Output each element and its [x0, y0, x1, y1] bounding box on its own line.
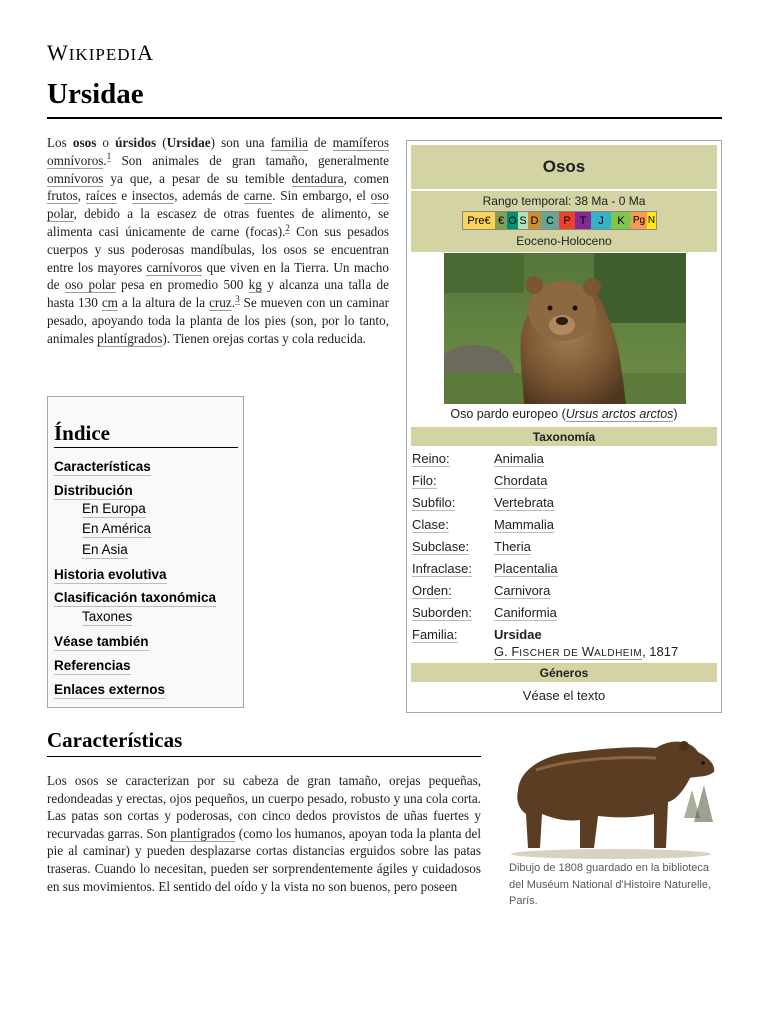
title-divider: [47, 117, 722, 119]
link-raices[interactable]: raíces: [85, 188, 117, 204]
taxonomy-row: [412, 517, 718, 535]
rank-suborden[interactable]: Suborden:: [412, 605, 472, 620]
taxonomy-row: [412, 583, 718, 601]
geologic-timebar: [462, 211, 657, 230]
rank-clase[interactable]: Clase:: [412, 517, 449, 532]
wordmark-a: A: [137, 40, 155, 65]
wordmark-w: W: [47, 40, 69, 65]
link-oso-polar[interactable]: oso polar: [47, 188, 389, 222]
taxonomy-row: [412, 627, 718, 645]
rank-reino[interactable]: Reino:: [412, 451, 450, 466]
link-familia[interactable]: familia: [270, 135, 308, 150]
toc-item-referencias[interactable]: Referencias: [54, 658, 131, 673]
figure-caption: Dibujo de 1808 guardado en la biblioteca del Muséum National d'Histoire Naturelle, París.: [509, 862, 712, 907]
value-carnivora[interactable]: Carnivora: [494, 583, 551, 598]
link-plantigrados-2[interactable]: plantígrados: [170, 825, 236, 841]
link-ursus-arctos-arctos[interactable]: Ursus arctos arctos: [565, 407, 674, 421]
genera-header: Géneros: [411, 663, 717, 682]
genera-text: Véase el texto: [522, 688, 606, 703]
taxon-authority[interactable]: G. FISCHER DE WALDHEIM, 1817: [494, 644, 679, 659]
rank-subfilo[interactable]: Subfilo:: [412, 495, 456, 510]
link-dentadura[interactable]: dentadura: [291, 170, 344, 186]
timebar-carboniferous[interactable]: C: [541, 212, 559, 229]
timebar-jurassic[interactable]: J: [591, 212, 611, 229]
bear-drawing-figure[interactable]: [506, 730, 719, 860]
link-omnivoros[interactable]: omnívoros: [47, 152, 104, 168]
section-paragraph: Los osos se caracterizan por su cabeza de gran tamaño, orejas pequeñas, redondeadas y erectas, ojos pequeños, un cuerpo pesado, robusto y una cola corta. Las patas son cortas y poderosas, con cinco dedos provistos de uñas fuertes y recurvadas garras. Son plantígrados (como los humanos, apoyan toda la planta del pie al caminar) y pueden desplazarse cortas distancias erguidos sobre las patas traseras. Cuando lo necesitan, pueden ser sorprendentemente ágiles y cuidadosos en sus movimientos. El sentido del oído y la vista no son buenos, pero poseen: [47, 773, 481, 894]
value-chordata[interactable]: Chordata: [494, 473, 548, 488]
value-vertebrata[interactable]: Vertebrata: [494, 495, 554, 510]
value-theria[interactable]: Theria: [494, 539, 531, 554]
wordmark-rest: IKIPEDI: [68, 45, 138, 64]
taxonomy-header: Taxonomía: [411, 427, 717, 446]
timebar-cambrian[interactable]: €: [495, 212, 507, 229]
photo-caption: Oso pardo europeo (Ursus arctos arctos): [450, 407, 678, 421]
timebar-precambrian[interactable]: Pre€: [463, 212, 495, 229]
toc-item-clasificacion-taxonomica[interactable]: Clasificación taxonómica: [54, 590, 217, 605]
bold-osos: osos: [72, 135, 97, 150]
reference-3[interactable]: 3: [235, 293, 240, 304]
bold-ursidae: Ursidae: [166, 135, 211, 150]
wikipedia-wordmark[interactable]: [47, 40, 154, 66]
link-frutos[interactable]: frutos: [47, 188, 78, 204]
link-cm[interactable]: cm: [101, 295, 118, 311]
timebar-neogene[interactable]: N: [647, 212, 656, 229]
rank-infraclase[interactable]: Infraclase:: [412, 561, 472, 576]
link-carnivoros[interactable]: carnívoros: [146, 259, 203, 275]
timebar-ordovician[interactable]: O: [507, 212, 518, 229]
taxonomy-row: [412, 561, 718, 579]
toc-item-en-america[interactable]: En América: [82, 521, 152, 536]
fossil-range: [411, 191, 717, 252]
value-mammalia[interactable]: Mammalia: [494, 517, 554, 532]
value-animalia[interactable]: Animalia: [494, 451, 544, 466]
taxonomy-row: [412, 539, 718, 557]
reference-1[interactable]: 1: [106, 151, 112, 162]
toc-item-caracteristicas[interactable]: Características: [54, 459, 151, 474]
toc-item-distribucion[interactable]: Distribución: [54, 483, 133, 498]
fossil-range-text: Rango temporal: 38 Ma - 0 Ma: [482, 194, 646, 208]
link-carne[interactable]: carne: [243, 188, 273, 204]
taxonomy-row: [412, 451, 718, 469]
timebar-paleogene[interactable]: Pg: [631, 212, 647, 229]
taxonomy-row: [412, 495, 718, 513]
timebar-devonian[interactable]: D: [528, 212, 541, 229]
bear-drawing-image: [506, 730, 719, 860]
table-of-contents: [47, 396, 244, 708]
link-insectos[interactable]: insectos: [131, 188, 175, 204]
toc-item-en-europa[interactable]: En Europa: [82, 501, 146, 516]
link-plantigrados[interactable]: plantígrados: [97, 330, 163, 346]
rank-filo[interactable]: Filo:: [412, 473, 437, 488]
toc-title: Índice: [54, 421, 238, 448]
brown-bear-image: [444, 253, 686, 404]
page-title: Ursidae: [47, 78, 144, 110]
toc-item-enlaces-externos[interactable]: Enlaces externos: [54, 682, 166, 697]
rank-orden[interactable]: Orden:: [412, 583, 452, 598]
link-omnivoros-2[interactable]: omnívoros: [47, 170, 104, 186]
taxobox: [406, 140, 722, 713]
link-cruz[interactable]: cruz: [209, 295, 232, 311]
link-mamiferos[interactable]: mamíferos: [332, 135, 389, 150]
taxobox-title: Osos: [411, 145, 717, 189]
bear-photo[interactable]: [444, 253, 686, 404]
timebar-cretaceous[interactable]: K: [611, 212, 631, 229]
section-heading-caracteristicas: Características: [47, 728, 183, 752]
intro-paragraph: Los osos o úrsidos (Ursidae) son una familia de mamíferos omnívoros.$^1$ Son animales de gran tamaño, generalmente omnívoros ya que, a pesar de su temible dentadura, comen frutos, raíces e insectos, además de carne. Sin embargo, el oso polar, debido a la escasez de otras fuentes de alimento, se alimenta casi únicamente de carne (focas).$^2$ Con sus pesados cuerpos y sus poderosas mandíbulas, los osos se encuentran entre los mayores carnívoros que viven en la Tierra. Un macho de oso polar pesa en promedio 500 kg y alcanza una talla de hasta 130 cm a la altura de la cruz.$^3$ Se mueven con un caminar pesado, apoyando toda la planta de los pies (son, por lo tanto, animales plantígrados). Tienen orejas cortas y cola reducida.: [47, 135, 390, 346]
bold-ursidos: úrsidos: [115, 135, 157, 150]
link-oso-polar-2[interactable]: oso polar: [64, 277, 116, 293]
rank-subclase[interactable]: Subclase:: [412, 539, 470, 554]
taxonomy-row: [412, 605, 718, 623]
timebar-triassic[interactable]: T: [575, 212, 591, 229]
section-divider: [47, 756, 481, 757]
toc-item-vease-tambien[interactable]: Véase también: [54, 634, 149, 649]
link-kg[interactable]: kg: [248, 277, 262, 293]
taxonomy-row: [412, 473, 718, 491]
timebar-silurian[interactable]: S: [518, 212, 528, 229]
toc-item-en-asia[interactable]: En Asia: [82, 542, 128, 557]
reference-2[interactable]: 2: [285, 222, 290, 233]
toc-item-taxones[interactable]: Taxones: [82, 609, 133, 624]
timebar-permian[interactable]: P: [559, 212, 575, 229]
value-ursidae: Ursidae: [494, 627, 542, 642]
fossil-epoch: Eoceno-Holoceno: [516, 234, 612, 248]
toc-item-historia-evolutiva[interactable]: Historia evolutiva: [54, 567, 167, 582]
rank-familia[interactable]: Familia:: [412, 627, 458, 642]
value-placentalia[interactable]: Placentalia: [494, 561, 558, 576]
value-caniformia[interactable]: Caniformia: [494, 605, 557, 620]
